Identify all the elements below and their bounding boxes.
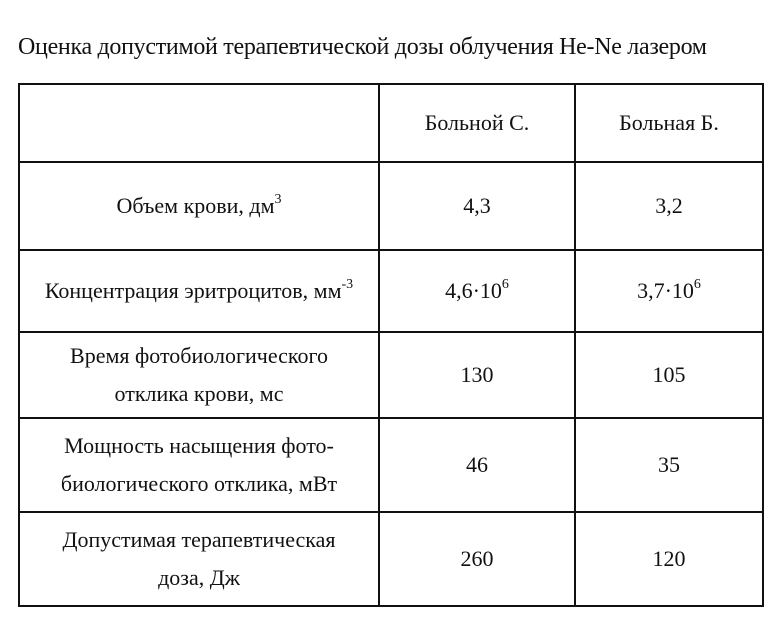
value-patient-b: 3,2	[575, 162, 763, 250]
row-label-line: биологического отклика, мВт	[60, 471, 338, 496]
value-patient-b	[575, 250, 763, 332]
value-patient-s: 130	[379, 332, 575, 418]
value-patient-b: 120	[575, 512, 763, 606]
table-row	[19, 250, 763, 332]
table-header-row	[19, 84, 763, 162]
table-row	[19, 512, 763, 606]
header-patient-s: Больной С.	[379, 84, 575, 162]
table-row	[19, 332, 763, 418]
row-label-therapeutic-dose	[19, 512, 379, 606]
row-label-text: Концентрация эритроцитов, мм	[44, 278, 342, 303]
page-title: Оценка допустимой терапевтической дозы облучения He-Ne лазером	[18, 34, 707, 60]
row-label-response-time	[19, 332, 379, 418]
table-row	[19, 418, 763, 512]
row-label-blood-volume	[19, 162, 379, 250]
value-patient-s: 260	[379, 512, 575, 606]
row-label-line: Допустимая терапевтическая	[62, 527, 336, 552]
data-table	[18, 83, 764, 607]
unit-exponent: -3	[341, 277, 354, 292]
row-label-line: отклика крови, мс	[114, 381, 284, 406]
row-label-erythrocyte-concentration	[19, 250, 379, 332]
table-row	[19, 162, 763, 250]
header-patient-b: Больная Б.	[575, 84, 763, 162]
unit-exponent: 3	[274, 192, 282, 207]
value-patient-b: 105	[575, 332, 763, 418]
value-patient-s: 4,3	[379, 162, 575, 250]
row-label-text: Объем крови, дм	[116, 193, 275, 218]
value-patient-s	[379, 250, 575, 332]
value-mantissa: 3,7·10	[637, 278, 694, 303]
value-mantissa: 4,6·10	[445, 278, 502, 303]
row-label-line: Мощность насыщения фото-	[64, 433, 334, 458]
header-empty-cell	[19, 84, 379, 162]
value-patient-s: 46	[379, 418, 575, 512]
row-label-saturation-power	[19, 418, 379, 512]
value-patient-b: 35	[575, 418, 763, 512]
row-label-line: доза, Дж	[158, 565, 240, 590]
value-exponent: 6	[693, 277, 701, 292]
row-label-line: Время фотобиологического	[70, 343, 328, 368]
value-exponent: 6	[501, 277, 509, 292]
